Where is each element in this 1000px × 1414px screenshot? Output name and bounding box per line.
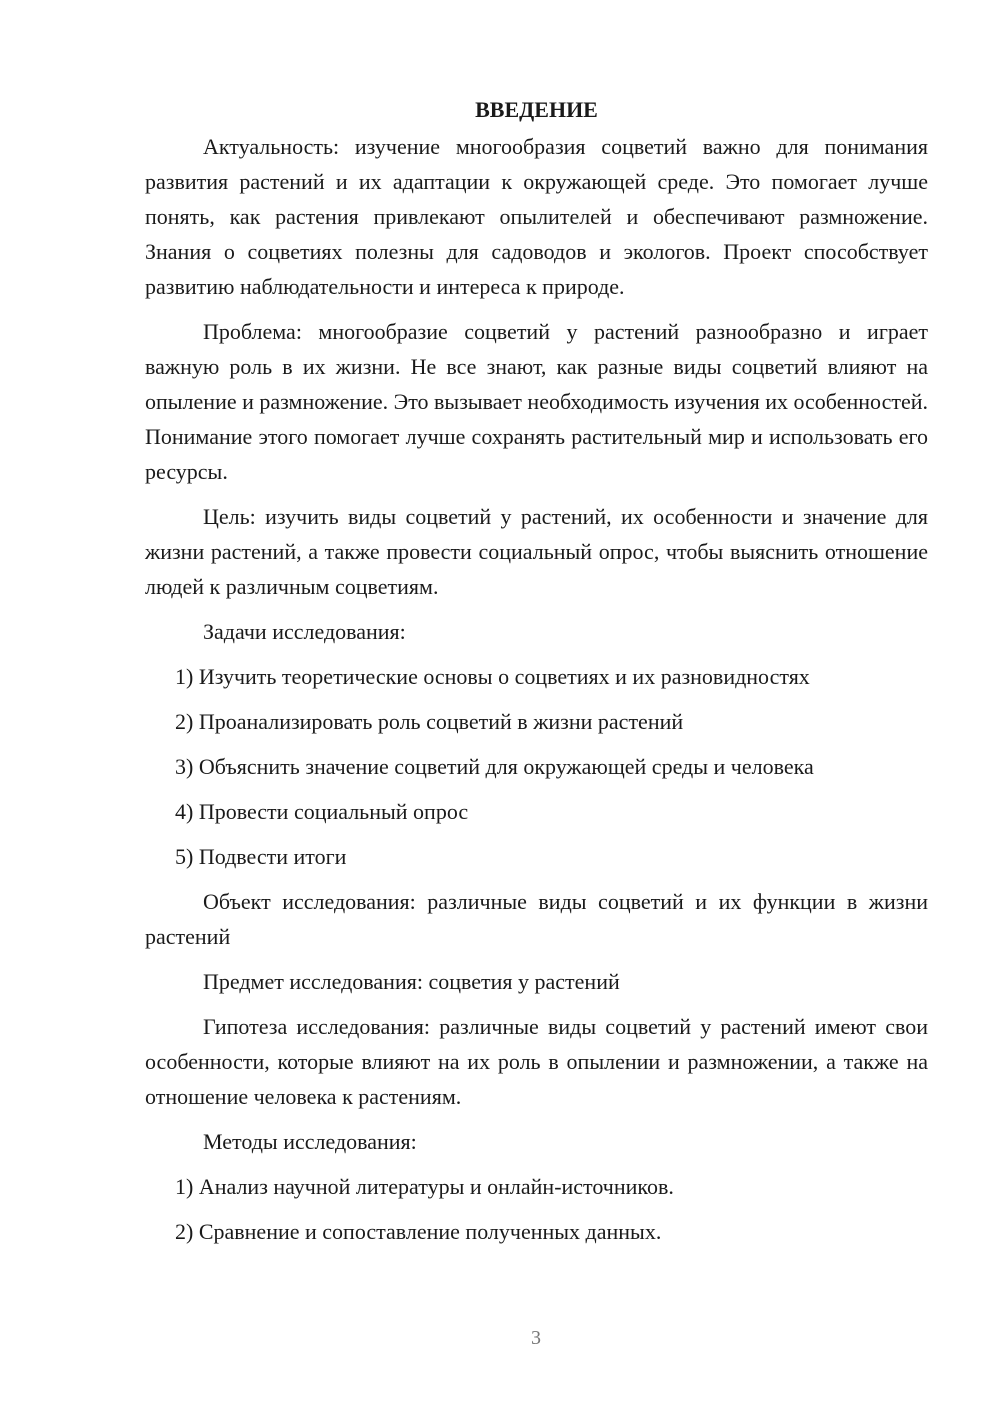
method-item: 1) Анализ научной литературы и онлайн-источников. [175,1174,674,1199]
task-item: 4) Провести социальный опрос [175,799,469,824]
task-item: 1) Изучить теоретические основы о соцветиях и их разновидностях [175,664,810,689]
relevance-paragraph: Актуальность: изучение многообразия соцветий важно для понимания развития растений и их адаптации к окружающей среде. Это помогает лучше понять, как растения привлекают опылителей и обеспечивают размножение. Знания о соцветиях полезны для садоводов и экологов. Проект способствует развитию наблюдательности и интереса к природе. [145,134,928,299]
object-paragraph: Объект исследования: различные виды соцветий и их функции в жизни растений [145,889,928,949]
methods-list [145,1169,928,1249]
tasks-heading: Задачи исследования: [203,619,406,644]
section-title: ВВЕДЕНИЕ [475,97,598,122]
method-item: 2) Сравнение и сопоставление полученных данных. [175,1219,662,1244]
page-number: 3 [531,1327,541,1349]
document-page [145,92,928,1259]
task-item: 5) Подвести итоги [175,844,347,869]
task-item: 3) Объяснить значение соцветий для окружающей среды и человека [175,754,814,779]
subject-paragraph: Предмет исследования: соцветия у растений [203,969,620,994]
task-item: 2) Проанализировать роль соцветий в жизни растений [175,709,684,734]
tasks-list [145,659,928,874]
methods-heading: Методы исследования: [203,1129,417,1154]
problem-paragraph: Проблема: многообразие соцветий у растений разнообразно и играет важную роль в их жизни. Не все знают, как разные виды соцветий влияют на опыление и размножение. Это вызывает необходимость изучения их особенностей. Понимание этого помогает лучше сохранять растительный мир и использовать его ресурсы. [145,319,928,484]
hypothesis-paragraph: Гипотеза исследования: различные виды соцветий у растений имеют свои особенности, которые влияют на их роль в опылении и размножении, а также на отношение человека к растениям. [145,1014,928,1109]
goal-paragraph: Цель: изучить виды соцветий у растений, их особенности и значение для жизни растений, а также провести социальный опрос, чтобы выяснить отношение людей к различным соцветиям. [145,504,928,599]
